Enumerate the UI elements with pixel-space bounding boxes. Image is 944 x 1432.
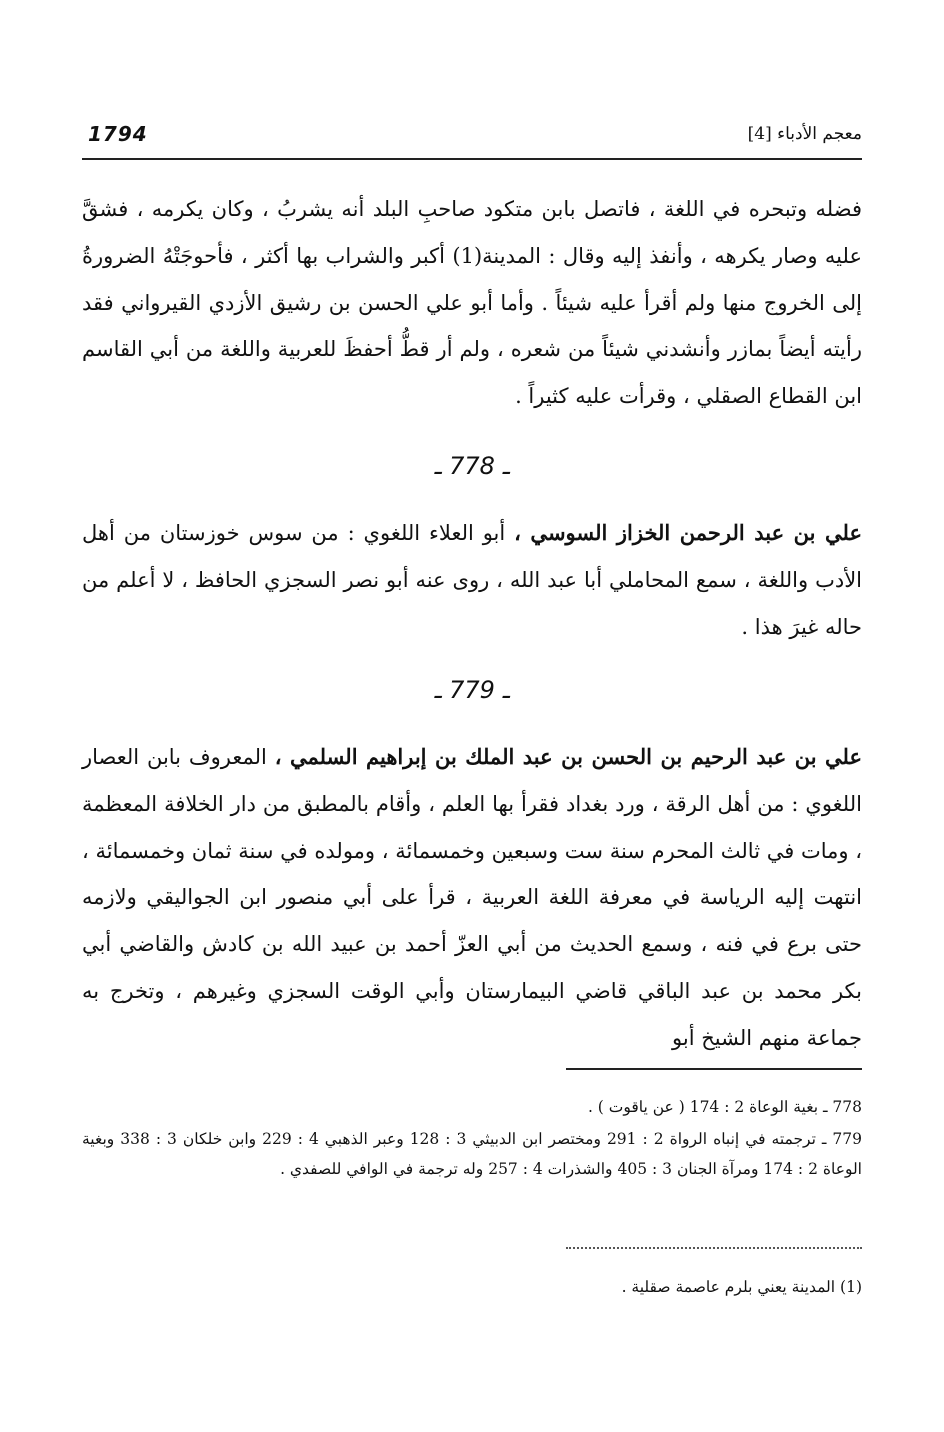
paragraph-continued: فضله وتبحره في اللغة ، فاتصل بابن متكود صاحبِ البلد أنه يشربُ ، وكان يكرمه ، فشقَّ عليه وصار يكرهه ، وأنفذ إليه وقال : المدينة(1) أكبر والشراب بها أكثر ، فأحوجَتْهُ الضرورةُ إلى الخروج منها ولم أقرأ عليه شيئاً . وأما أبو علي الحسن بن رشيق الأزدي القيرواني فقد رأيته أيضاً بمازر وأنشدني شيئاً من شعره ، ولم أر قطُّ أحفظَ للعربية واللغة من أبي القاسم ابن القطاع الصقلي ، وقرأت عليه كثيراً . bbox=[82, 197, 863, 409]
page-number: 1794 bbox=[88, 122, 148, 146]
entry-778 bbox=[82, 510, 862, 650]
dotted-separator bbox=[566, 1247, 862, 1249]
entry-number-779: ـ 779 ـ bbox=[434, 676, 510, 704]
footnote-778: 778 ـ بغية الوعاة 2 : 174 ( عن ياقوت ) . bbox=[587, 1098, 862, 1116]
page-header bbox=[82, 118, 862, 158]
entry-number-778: ـ 778 ـ bbox=[434, 452, 510, 480]
footnote-rule bbox=[566, 1068, 862, 1070]
entry-779-name: علي بن عبد الرحيم بن الحسن بن عبد الملك بن إبراهيم السلمي ، bbox=[274, 744, 863, 769]
footnote-779: 779 ـ ترجمته في إنباه الرواة 2 : 291 ومختصر ابن الدبيثي 3 : 128 وعبر الذهبي 4 : 229 وابن خلكان 3 : 338 وبغية الوعاة 2 : 174 ومرآة الجنان 3 : 405 والشذرات 4 : 257 وله ترجمة في الوافي للصفدي . bbox=[82, 1130, 863, 1178]
entry-779-text: المعروف بابن العصار اللغوي : من أهل الرقة ، ورد بغداد فقرأ بها العلم ، وأقام بالمطبق من دار الخلافة المعظمة ، ومات في ثالث المحرم سنة ست وسبعين وخمسمائة ، ومولده في سنة ثمان وخمسمائة ، انتهت إليه الرياسة في معرفة اللغة العربية ، قرأ على أبي منصور ابن الجواليقي ولازمه حتى برع في فنه ، وسمع الحديث من أبي العزّ أحمد بن عبيد الله بن كادش والقاضي أبي بكر محمد بن عبد الباقي قاضي البيمارستان وأبي الوقت السجزي وغيرهم ، وتخرج به جماعة منهم الشيخ أبو bbox=[82, 745, 862, 1050]
header-rule bbox=[82, 158, 862, 160]
entry-779 bbox=[82, 734, 862, 1062]
entry-778-name: علي بن عبد الرحمن الخزاز السوسي ، bbox=[514, 520, 862, 545]
entry-778-text: أبو العلاء اللغوي : من سوس خوزستان من أهل الأدب واللغة ، سمع المحاملي أبا عبد الله ، روى عنه أبو نصر السجزي الحافظ ، لا أعلم من حاله غيرَ هذا . bbox=[82, 521, 862, 639]
editor-note-1: (1) المدينة يعني بلرم عاصمة صقلية . bbox=[621, 1278, 862, 1296]
running-title: معجم الأدباء [4] bbox=[747, 124, 862, 144]
